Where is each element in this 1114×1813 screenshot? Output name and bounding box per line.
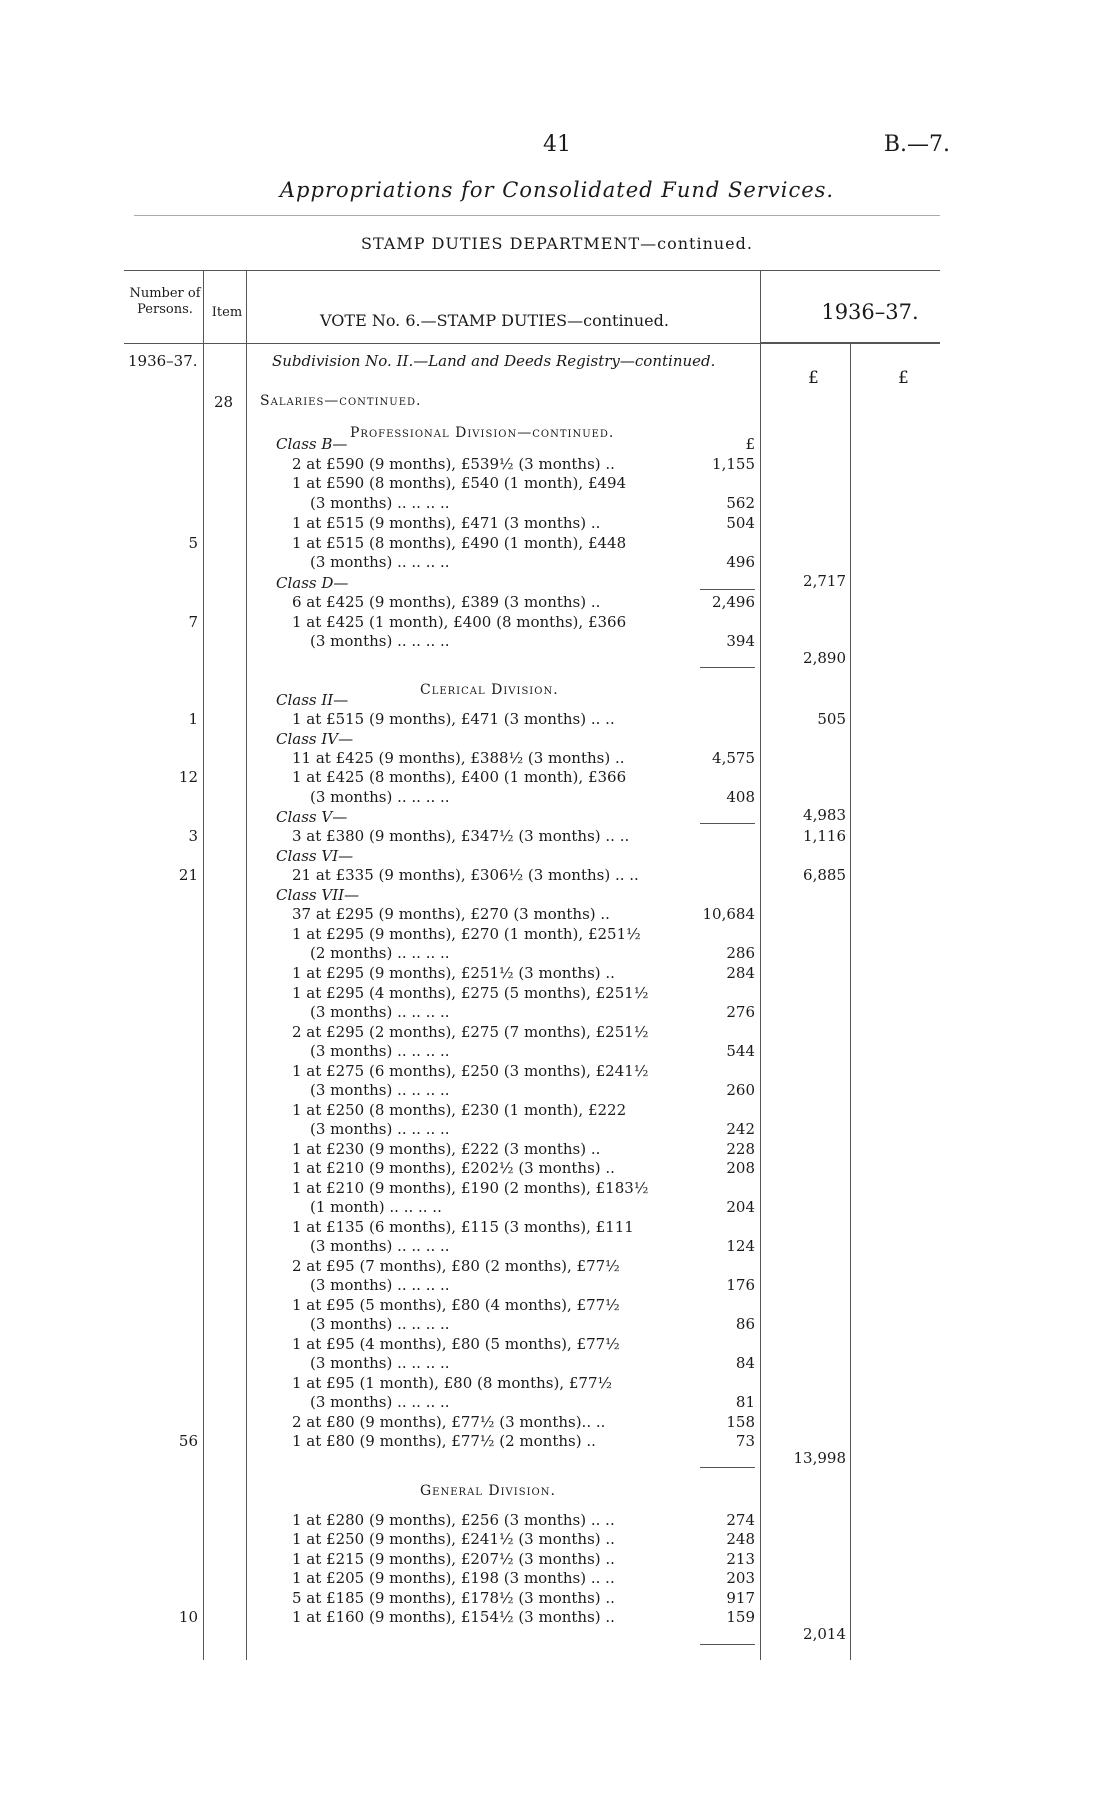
class-heading: Class IV—	[276, 730, 354, 748]
salary-line: 1 at £295 (9 months), £251½ (3 months) ..	[292, 964, 615, 982]
persons-count: 1	[188, 710, 198, 728]
group-total: 2,717	[803, 572, 846, 590]
line-amount: 284	[726, 964, 755, 982]
line-amount: 10,684	[702, 905, 755, 923]
line-amount: 248	[726, 1530, 755, 1548]
group-total: 2,014	[803, 1625, 846, 1643]
line-amount: 394	[726, 632, 755, 650]
salary-line: 2 at £590 (9 months), £539½ (3 months) ..	[292, 455, 615, 473]
section-clerical: Clerical Division.	[420, 682, 559, 698]
salary-line: 1 at £135 (6 months), £115 (3 months), £111	[292, 1218, 634, 1236]
group-total: 2,890	[803, 649, 846, 667]
group-total: 4,983	[803, 806, 846, 824]
salary-line: 1 at £160 (9 months), £154½ (3 months) ..	[292, 1608, 615, 1626]
line-amount: 204	[726, 1198, 755, 1216]
total-column-rule	[850, 343, 851, 1660]
salary-line: 1 at £425 (1 month), £400 (8 months), £366	[292, 613, 627, 631]
salary-line: (3 months) .. .. .. ..	[310, 1042, 450, 1060]
salary-line: 3 at £380 (9 months), £347½ (3 months) .. ..	[292, 827, 630, 845]
persons-year-label: 1936–37.	[128, 352, 198, 370]
currency-label-1: £	[808, 368, 819, 388]
line-amount: 124	[726, 1237, 755, 1255]
page-number: 41	[543, 132, 571, 157]
salary-line: (3 months) .. .. .. ..	[310, 1315, 450, 1333]
persons-count: 12	[178, 768, 198, 786]
line-amount: 203	[726, 1569, 755, 1587]
salary-line: 11 at £425 (9 months), £388½ (3 months) ..	[292, 749, 625, 767]
salary-line: (3 months) .. .. .. ..	[310, 1393, 450, 1411]
vote-title: VOTE No. 6.—STAMP DUTIES—continued.	[320, 311, 669, 330]
salary-line: 2 at £95 (7 months), £80 (2 months), £77½	[292, 1257, 620, 1275]
salary-line: 1 at £295 (9 months), £270 (1 month), £251½	[292, 925, 641, 943]
salary-line: 1 at £215 (9 months), £207½ (3 months) ..	[292, 1550, 615, 1568]
persons-column-rule	[203, 270, 204, 1660]
class-heading: Class B—	[276, 435, 348, 453]
group-total: 6,885	[803, 866, 846, 884]
salary-line: (3 months) .. .. .. ..	[310, 1354, 450, 1372]
line-amount: 159	[726, 1608, 755, 1626]
title-rule	[134, 215, 940, 216]
salary-line: (3 months) .. .. .. ..	[310, 553, 450, 571]
persons-count: 5	[188, 534, 198, 552]
class-heading: Class VI—	[276, 847, 354, 865]
line-amount: 86	[735, 1315, 755, 1333]
line-amount: 260	[726, 1081, 755, 1099]
line-amount: 276	[726, 1003, 755, 1021]
line-amount: 208	[726, 1159, 755, 1177]
line-amount: 286	[726, 944, 755, 962]
class-heading: Class D—	[276, 574, 349, 592]
class-heading: Class II—	[276, 691, 349, 709]
line-amount: 1,155	[712, 455, 755, 473]
persons-count: 7	[188, 613, 198, 631]
salary-line: (3 months) .. .. .. ..	[310, 494, 450, 512]
document-reference: B.—7.	[883, 132, 950, 157]
line-amount: 274	[726, 1511, 755, 1529]
line-amount: 504	[726, 514, 755, 532]
group-total: 1,116	[803, 827, 846, 845]
salary-line: 1 at £515 (8 months), £490 (1 month), £448	[292, 534, 627, 552]
persons-count: 3	[188, 827, 198, 845]
line-amount: 84	[735, 1354, 755, 1372]
section-professional: Professional Division—continued.	[350, 425, 615, 441]
item-number: 28	[214, 393, 234, 411]
persons-count: 21	[178, 866, 198, 884]
salary-line: 1 at £80 (9 months), £77½ (2 months) ..	[292, 1432, 596, 1450]
department-heading: STAMP DUTIES DEPARTMENT—continued.	[361, 234, 753, 253]
item-column-header: Item	[211, 305, 243, 320]
currency-label-2: £	[898, 368, 909, 388]
salary-line: 2 at £80 (9 months), £77½ (3 months).. ..	[292, 1413, 606, 1431]
salary-line: 1 at £275 (6 months), £250 (3 months), £241½	[292, 1062, 649, 1080]
line-amount: £	[745, 435, 755, 453]
line-amount: 81	[735, 1393, 755, 1411]
salary-line: 1 at £95 (4 months), £80 (5 months), £77½	[292, 1335, 620, 1353]
salary-line: 1 at £95 (1 month), £80 (8 months), £77½	[292, 1374, 613, 1392]
salary-line: 1 at £590 (8 months), £540 (1 month), £494	[292, 474, 627, 492]
subtotal-rule	[700, 667, 755, 668]
salary-line: 5 at £185 (9 months), £178½ (3 months) ..	[292, 1589, 615, 1607]
salary-line: 1 at £210 (9 months), £190 (2 months), £183½	[292, 1179, 649, 1197]
line-amount: 562	[726, 494, 755, 512]
salary-line: 1 at £515 (9 months), £471 (3 months) .. ..	[292, 710, 615, 728]
group-total: 13,998	[793, 1449, 846, 1467]
item-column-rule	[246, 270, 247, 1660]
salary-line: 21 at £335 (9 months), £306½ (3 months) .. ..	[292, 866, 639, 884]
salary-line: (3 months) .. .. .. ..	[310, 1120, 450, 1138]
year-column-header: 1936–37.	[821, 300, 919, 324]
amount-column-rule	[760, 270, 761, 1660]
salary-line: 1 at £295 (4 months), £275 (5 months), £251½	[292, 984, 649, 1002]
line-amount: 228	[726, 1140, 755, 1158]
salary-line: (3 months) .. .. .. ..	[310, 788, 450, 806]
line-amount: 4,575	[712, 749, 755, 767]
line-amount: 917	[726, 1589, 755, 1607]
salary-line: 1 at £280 (9 months), £256 (3 months) .. ..	[292, 1511, 615, 1529]
class-heading: Class V—	[276, 808, 348, 826]
salary-line: (3 months) .. .. .. ..	[310, 1003, 450, 1021]
line-amount: 158	[726, 1413, 755, 1431]
salary-line: 1 at £515 (9 months), £471 (3 months) ..	[292, 514, 601, 532]
salary-line: (3 months) .. .. .. ..	[310, 1237, 450, 1255]
salary-line: 1 at £205 (9 months), £198 (3 months) .. ..	[292, 1569, 615, 1587]
line-amount: 544	[726, 1042, 755, 1060]
salary-line: 1 at £210 (9 months), £202½ (3 months) ..	[292, 1159, 615, 1177]
salary-line: 1 at £250 (8 months), £230 (1 month), £222	[292, 1101, 627, 1119]
subtotal-rule	[700, 1644, 755, 1645]
line-amount: 176	[726, 1276, 755, 1294]
subtotal-rule	[700, 823, 755, 824]
line-amount: 242	[726, 1120, 755, 1138]
salary-line: 37 at £295 (9 months), £270 (3 months) ..	[292, 905, 610, 923]
salary-line: 2 at £295 (2 months), £275 (7 months), £251½	[292, 1023, 649, 1041]
line-amount: 73	[735, 1432, 755, 1450]
salary-line: 1 at £95 (5 months), £80 (4 months), £77½	[292, 1296, 620, 1314]
persons-count: 10	[178, 1608, 198, 1626]
persons-column-header: Number of Persons.	[129, 286, 201, 317]
class-heading: Class VII—	[276, 886, 360, 904]
subtotal-rule	[700, 589, 755, 590]
section-general: General Division.	[420, 1483, 556, 1499]
line-amount: 408	[726, 788, 755, 806]
line-amount: 213	[726, 1550, 755, 1568]
salaries-heading: Salaries—continued.	[260, 393, 422, 409]
salary-line: 6 at £425 (9 months), £389 (3 months) ..	[292, 593, 601, 611]
group-total: 505	[817, 710, 846, 728]
page-title: Appropriations for Consolidated Fund Services.	[279, 178, 835, 202]
salary-line: 1 at £250 (9 months), £241½ (3 months) ..	[292, 1530, 615, 1548]
salary-line: (3 months) .. .. .. ..	[310, 1276, 450, 1294]
salary-line: (3 months) .. .. .. ..	[310, 632, 450, 650]
salary-line: (2 months) .. .. .. ..	[310, 944, 450, 962]
salary-line: (3 months) .. .. .. ..	[310, 1081, 450, 1099]
salary-line: 1 at £425 (8 months), £400 (1 month), £366	[292, 768, 627, 786]
line-amount: 496	[726, 553, 755, 571]
subdivision-heading: Subdivision No. II.—Land and Deeds Registry—continued.	[272, 352, 716, 370]
salary-line: (1 month) .. .. .. ..	[310, 1198, 442, 1216]
line-amount: 2,496	[712, 593, 755, 611]
persons-count: 56	[178, 1432, 198, 1450]
salary-line: 1 at £230 (9 months), £222 (3 months) ..	[292, 1140, 601, 1158]
subtotal-rule	[700, 1467, 755, 1468]
